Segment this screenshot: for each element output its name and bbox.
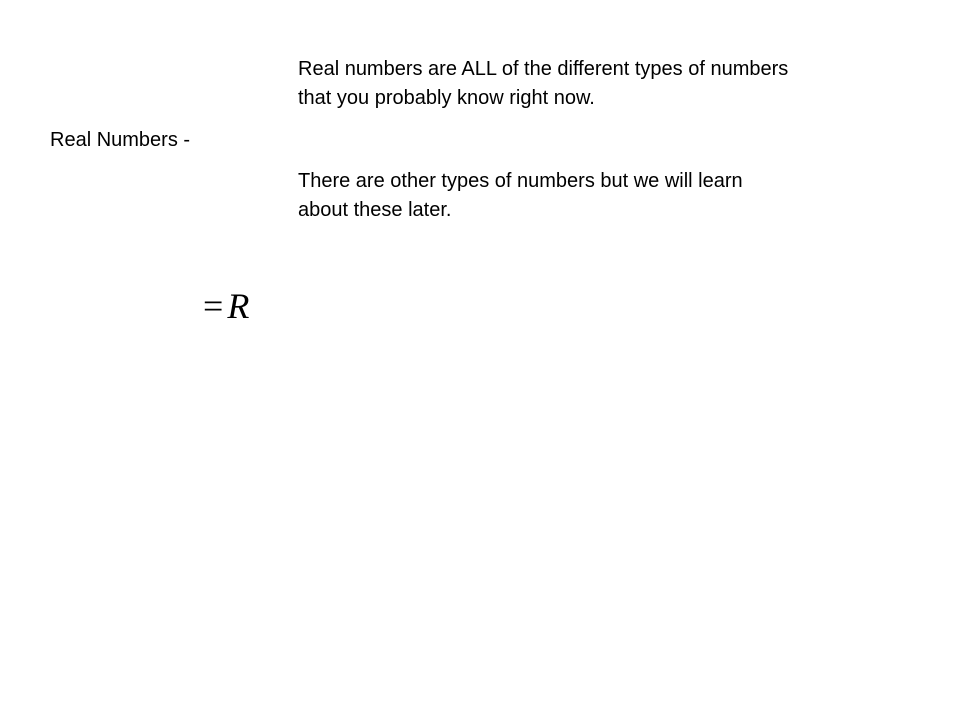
definition-line: Real numbers are ALL of the different types of numbers [298,58,789,80]
real-numbers-formula [203,284,249,328]
definition-line: that you probably know right now. [298,87,595,109]
note-paragraph [298,167,918,225]
note-line: about these later. [298,199,452,221]
equals-sign: = [203,286,224,326]
term-label: Real Numbers - [50,129,191,151]
real-numbers-symbol: R [227,286,250,326]
definition-paragraph [298,55,918,113]
note-line: There are other types of numbers but we will learn [298,170,743,192]
